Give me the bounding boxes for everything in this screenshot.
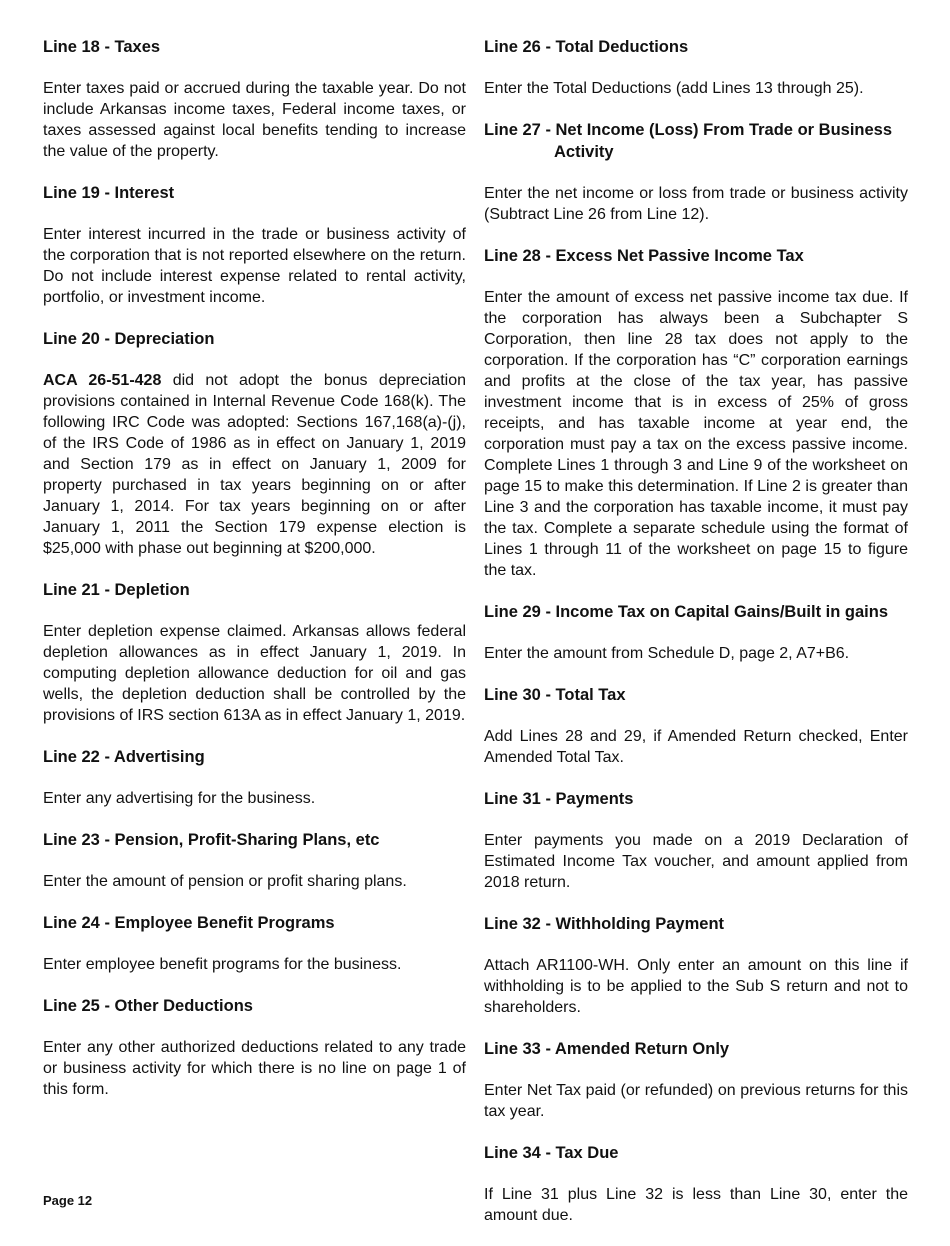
line-29-text: Enter the amount from Schedule D, page 2, A7+B6. [484, 645, 850, 662]
line-25-heading: Line 25 - Other Deductions [43, 997, 253, 1015]
line-29-heading: Line 29 - Income Tax on Capital Gains/Built in gains [484, 603, 889, 621]
line-20-body: did not adopt the bonus depreciation provisions contained in Internal Revenue Code 168(k). The following IRC Code was adopted: Sections 167,168(a)-(j), of the IRS Code of 1986 as in effect on January 1, 2019 and Section 179 as in effect on January 1, 2009 for property purchased in tax years beginning on or after January 1, 2014. For tax years beginning on or after January 1, 2011 the Section 179 expense election is $25,000 with phase out beginning at $200,000. [43, 372, 467, 557]
line-34-heading: Line 34 - Tax Due [484, 1144, 619, 1162]
line-31-text: Enter payments you made on a 2019 Declaration of Estimated Income Tax voucher, and amount applied from 2018 return. [484, 832, 908, 891]
line-27-heading: Line 27 - Net Income (Loss) From Trade or Business Activity [484, 121, 893, 161]
line-28-text: Enter the amount of excess net passive income tax due. If the corporation has always been a Subchapter S Corporation, then line 28 tax does not apply to the corporation. If the corporation has “C” corporation earnings and profits at the close of the tax year, has passive investment income that is in excess of 25% of gross receipts, and has taxable income at year end, the corporation must pay a tax on the excess passive income. Complete Lines 1 through 3 and Line 9 of the worksheet on page 15 to make this determination. If Line 2 is greater than Line 3 and the corporation has taxable income, it must pay the tax. Complete a separate schedule using the format of Lines 1 through 11 of the worksheet on page 15 to figure the tax. [484, 289, 908, 579]
line-24-text: Enter employee benefit programs for the business. [43, 956, 402, 973]
line-25-text: Enter any other authorized deductions related to any trade or business activity for which there is no line on page 1 of this form. [43, 1039, 466, 1098]
left-column [43, 36, 466, 1120]
line-33-heading: Line 33 - Amended Return Only [484, 1040, 730, 1058]
line-22-heading: Line 22 - Advertising [43, 748, 205, 766]
line-26-heading: Line 26 - Total Deductions [484, 38, 689, 56]
line-28-heading: Line 28 - Excess Net Passive Income Tax [484, 247, 804, 265]
line-22-text: Enter any advertising for the business. [43, 790, 316, 807]
aca-citation: ACA 26-51-428 [43, 372, 162, 389]
line-32-heading: Line 32 - Withholding Payment [484, 915, 725, 933]
line-19-heading: Line 19 - Interest [43, 184, 175, 202]
line-23-heading: Line 23 - Pension, Profit-Sharing Plans, etc [43, 831, 380, 849]
line-20-text [43, 370, 466, 559]
line-30-text: Add Lines 28 and 29, if Amended Return checked, Enter Amended Total Tax. [484, 728, 908, 766]
right-column [484, 36, 908, 1246]
line-34-text: If Line 31 plus Line 32 is less than Line 30, enter the amount due. [484, 1186, 908, 1224]
line-18-heading: Line 18 - Taxes [43, 38, 161, 56]
line-30-heading: Line 30 - Total Tax [484, 686, 626, 704]
line-27-text: Enter the net income or loss from trade or business activity (Subtract Line 26 from Line 12). [484, 185, 908, 223]
line-26-text: Enter the Total Deductions (add Lines 13 through 25). [484, 80, 864, 97]
line-20-heading: Line 20 - Depreciation [43, 330, 215, 348]
line-32-text: Attach AR1100-WH. Only enter an amount on this line if withholding is to be applied to the Sub S return and not to shareholders. [484, 957, 908, 1016]
line-24-heading: Line 24 - Employee Benefit Programs [43, 914, 335, 932]
line-23-text: Enter the amount of pension or profit sharing plans. [43, 873, 407, 890]
line-33-text: Enter Net Tax paid (or refunded) on previous returns for this tax year. [484, 1082, 908, 1120]
page-number: Page 12 [43, 1193, 93, 1208]
line-21-heading: Line 21 - Depletion [43, 581, 190, 599]
line-18-text: Enter taxes paid or accrued during the taxable year. Do not include Arkansas income taxes, Federal income taxes, or taxes assessed against local benefits tending to increase the value of the property. [43, 80, 466, 160]
line-31-heading: Line 31 - Payments [484, 790, 634, 808]
line-21-text: Enter depletion expense claimed. Arkansas allows federal depletion allowances as in effect January 1, 2019. In computing depletion allowance deduction for oil and gas wells, the depletion deduction shall be controlled by the provisions of IRS section 613A as in effect January 1, 2019. [43, 623, 466, 724]
line-19-text: Enter interest incurred in the trade or business activity of the corporation that is not reported elsewhere on the return. Do not include interest expense related to rental activity, portfolio, or investment income. [43, 226, 466, 306]
